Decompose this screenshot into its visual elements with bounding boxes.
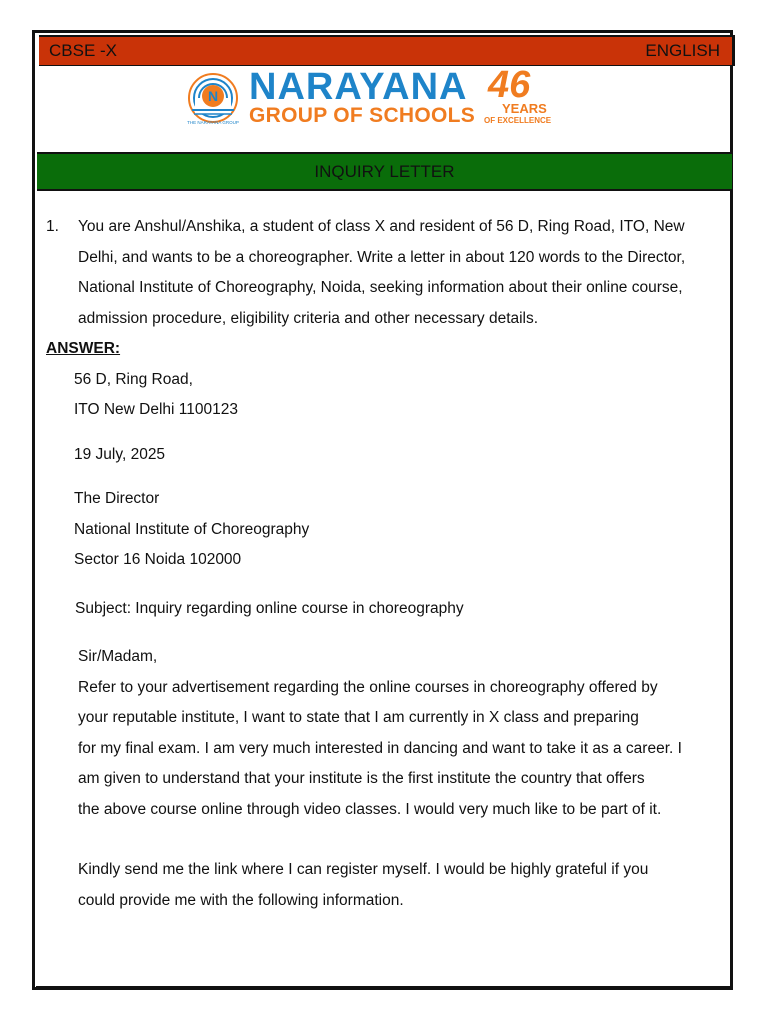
letter-salutation: Sir/Madam, — [78, 648, 158, 665]
letter-body-paragraph-1 — [46, 673, 726, 826]
question — [46, 212, 726, 334]
header-bar — [39, 35, 735, 66]
receiver-address-line: National Institute of Choreography — [74, 520, 310, 538]
sender-address-line: ITO New Delhi 1100123 — [74, 401, 238, 418]
question-text: You are Anshul/Anshika, a student of class X and resident of 56 D, Ring Road, ITO, New Delhi, and wants to be a choreographer. Write a letter in about 120 words to the Director, National Institute of Choreography, Noida, seeking information about their online course, admission procedure, eligibility criteria and other necessary details. — [78, 218, 686, 327]
emblem-icon — [182, 70, 244, 130]
sender-address-line: 56 D, Ring Road, — [74, 370, 193, 388]
years-sub: OF EXCELLENCE — [484, 116, 552, 125]
body-line: the above course online through video classes. I would very much like to be part of it. — [78, 800, 662, 818]
logo-name: NARAYANA — [249, 66, 468, 108]
letter-body-paragraph-2 — [46, 855, 726, 916]
logo-group: GROUP OF SCHOOLS — [249, 104, 476, 127]
question-number: 1. — [46, 218, 59, 235]
sender-address — [46, 365, 726, 426]
school-logo — [182, 66, 562, 132]
subject-label: ENGLISH — [645, 41, 720, 60]
answer-label: ANSWER: — [46, 340, 121, 357]
years-badge — [484, 64, 558, 130]
letter-date: 19 July, 2025 — [74, 445, 166, 463]
title-bar — [37, 152, 732, 191]
bottom-rule — [36, 986, 732, 987]
receiver-address-line: The Director — [74, 490, 160, 507]
class-label: CBSE -X — [49, 41, 118, 60]
body-line: your reputable institute, I want to state that I am currently in X class and preparing — [78, 709, 639, 726]
years-number: 46 — [488, 64, 531, 106]
body-line: Refer to your advertisement regarding the online courses in choreography offered by — [78, 678, 658, 696]
years-label: YEARS — [502, 101, 547, 116]
page-title: INQUIRY LETTER — [314, 161, 455, 181]
receiver-address-line: Sector 16 Noida 102000 — [74, 551, 242, 568]
body-line: am given to understand that your institute is the first institute the country that offers — [78, 770, 645, 787]
body-line: could provide me with the following information. — [78, 891, 404, 909]
body-line: for my final exam. I am very much interested in dancing and want to take it as a career. I — [78, 739, 682, 757]
document-content — [46, 212, 726, 916]
body-line: Kindly send me the link where I can register myself. I would be highly grateful if you — [78, 861, 649, 878]
receiver-address — [46, 484, 726, 576]
svg-text:THE NARAYANA GROUP: THE NARAYANA GROUP — [187, 120, 239, 125]
svg-text:N: N — [207, 88, 219, 104]
letter-subject: Subject: Inquiry regarding online course in choreography — [75, 599, 464, 617]
